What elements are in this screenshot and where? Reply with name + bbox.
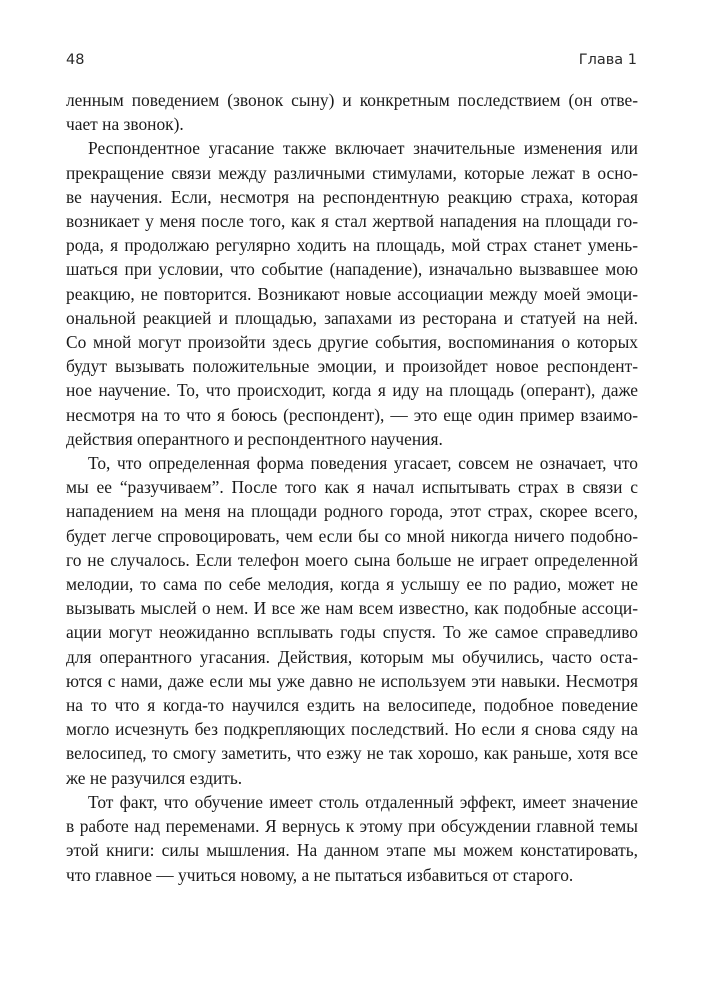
text-line: действия оперантного и респондентного научения. [66,428,443,449]
text-line: могло исчезнуть без подкрепляющих последствий. Но если я снова сяду на [66,719,638,740]
text-line: чает на звонок). [66,114,184,135]
text-line: для оперантного угасания. Действия, которым мы обучились, часто оста- [66,646,638,667]
text-line: возникает у меня после того, как я стал жертвой нападения на площади го- [66,211,638,232]
chapter-title: Глава 1 [578,52,637,68]
text-line: будет легче спровоцировать, чем если бы со мной никогда ничего подобно- [66,525,638,546]
text-line: ональной реакцией и площадью, запахами из ресторана и статуей на ней. [66,307,638,328]
text-line: шаться при условии, что событие (нападение), изначально вызвавшее мою [66,259,638,280]
paragraph [66,88,638,136]
text-line: То, что определенная форма поведения угасает, совсем не означает, что [88,453,638,474]
text-line: же не разучился ездить. [66,767,243,788]
text-line: ное научение. То, что происходит, когда я иду на площадь (оперант), даже [66,380,638,401]
text-line: в работе над переменами. Я вернусь к этому при обсуждении главной темы [66,816,638,837]
text-line: ации могут неожиданно всплывать годы спустя. То же самое справедливо [66,622,638,643]
body-text [66,88,638,887]
text-line: Респондентное угасание также включает значительные изменения или [88,138,638,159]
text-line: велосипед, то смогу заметить, что езжу не так хорошо, как раньше, хотя все [66,743,638,764]
paragraph [66,451,638,790]
text-line: будут вызывать положительные эмоции, и произойдет новое респондент- [66,356,638,377]
text-line: вызывать мыслей о нем. И все же нам всем известно, как подобные ассоци- [66,598,638,619]
text-line: ве научения. Если, несмотря на респондентную реакцию страха, которая [66,186,638,207]
text-line: что главное — учиться новому, а не пытаться избавиться от старого. [66,864,574,885]
paragraph [66,136,638,451]
text-line: несмотря на то что я боюсь (респондент), — это еще один пример взаимо- [66,404,638,425]
text-line: этой книги: силы мышления. На данном этапе мы можем констатировать, [66,840,638,861]
text-line: рода, я продолжаю регулярно ходить на площадь, мой страх станет умень- [66,235,638,256]
running-header [66,52,637,74]
text-line: прекращение связи между различными стимулами, которые лежат в осно- [66,162,638,183]
text-line: Со мной могут произойти здесь другие события, воспоминания о которых [66,332,638,353]
text-line: ются с нами, даже если мы уже давно не используем эти навыки. Несмотря [66,670,638,691]
page-number: 48 [66,52,85,68]
text-line: го не случалось. Если телефон моего сына больше не играет определенной [66,549,638,570]
text-line: мелодии, то сама по себе мелодия, когда я услышу ее по радио, может не [66,574,638,595]
text-line: мы ее “разучиваем”. После того как я начал испытывать страх в связи с [66,477,638,498]
text-line: реакцию, не повторится. Возникают новые ассоциации между моей эмоци- [66,283,638,304]
text-line: нападением на меня на площади родного города, этот страх, скорее всего, [66,501,638,522]
text-line: ленным поведением (звонок сыну) и конкретным последствием (он отве- [66,90,638,110]
text-line: на то что я когда-то научился ездить на велосипеде, подобное поведение [66,695,638,716]
paragraph [66,790,638,887]
text-line: Тот факт, что обучение имеет столь отдаленный эффект, имеет значение [88,791,638,812]
